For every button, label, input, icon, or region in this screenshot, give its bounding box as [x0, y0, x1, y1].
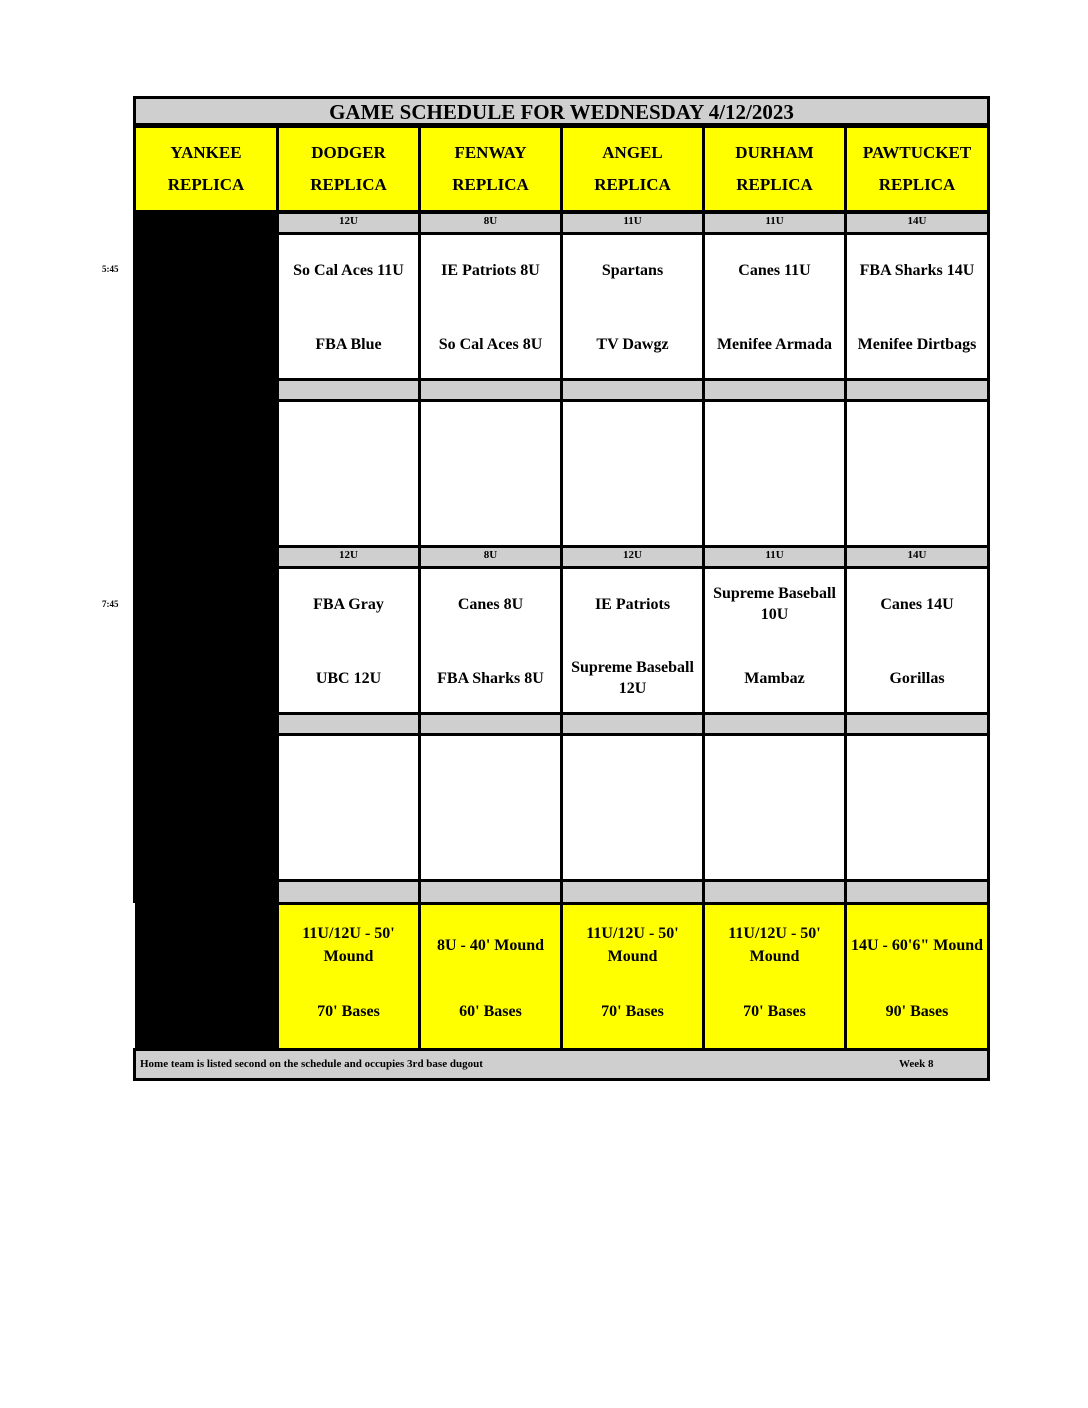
empty-game-cell: [560, 399, 705, 548]
age-label: 11U: [702, 211, 847, 235]
yankee-closed-block: [133, 211, 279, 713]
game-cell: [844, 566, 990, 715]
away-team: IE Patriots: [594, 595, 671, 613]
game-cell: [560, 566, 705, 715]
schedule-footer: [133, 1048, 990, 1081]
away-team: FBA Gray: [313, 595, 384, 613]
age-label: 14U: [844, 211, 990, 235]
field-header-durham: [702, 125, 847, 213]
away-team: Canes 8U: [457, 595, 524, 613]
age-label: 11U: [702, 545, 847, 569]
field-header-angel: [560, 125, 705, 213]
game-cell: [702, 566, 847, 715]
age-label: 12U: [276, 211, 421, 235]
game-cell: [418, 566, 563, 715]
game-cell: [702, 232, 847, 381]
home-team: Mambaz: [744, 669, 805, 687]
age-label: 12U: [276, 545, 421, 569]
home-team: Gorillas: [889, 669, 945, 687]
mound-distance: 11U/12U - 50' Mound: [302, 925, 395, 965]
age-label: 8U: [418, 211, 563, 235]
base-distance: 60' Bases: [459, 1003, 522, 1020]
game-cell: [560, 232, 705, 381]
mound-distance: 11U/12U - 50' Mound: [586, 925, 679, 965]
field-sub: REPLICA: [167, 175, 245, 194]
field-specs: [560, 902, 705, 1051]
schedule-title: GAME SCHEDULE FOR WEDNESDAY 4/12/2023: [133, 96, 990, 126]
field-specs: [844, 902, 990, 1051]
empty-game-cell: [276, 399, 421, 548]
time-label-1: 5:45: [102, 264, 119, 274]
away-team: Canes 11U: [738, 261, 811, 279]
away-team: Spartans: [601, 261, 664, 279]
base-distance: 90' Bases: [885, 1003, 949, 1020]
age-label: 14U: [844, 545, 990, 569]
field-header-pawtucket: [844, 125, 990, 213]
time-label-2: 7:45: [102, 599, 119, 609]
home-team: Supreme Baseball 12U: [571, 659, 694, 697]
game-cell: [276, 232, 421, 381]
field-sub: REPLICA: [878, 175, 956, 194]
field-sub: REPLICA: [452, 175, 529, 194]
empty-game-cell: [702, 733, 847, 882]
home-team: So Cal Aces 8U: [438, 335, 543, 353]
field-sub: REPLICA: [310, 175, 387, 194]
home-team: UBC 12U: [315, 669, 382, 687]
home-team: TV Dawgz: [596, 335, 669, 353]
home-team: Menifee Dirtbags: [857, 335, 977, 353]
game-cell: [276, 566, 421, 715]
away-team: FBA Sharks 14U: [859, 261, 975, 279]
age-label: 11U: [560, 211, 705, 235]
field-specs: [276, 902, 421, 1051]
field-sub: REPLICA: [594, 175, 671, 194]
field-name: YANKEE: [170, 143, 242, 162]
empty-game-cell: [844, 399, 990, 548]
empty-game-cell: [276, 733, 421, 882]
field-name: PAWTUCKET: [862, 143, 972, 162]
field-name: DODGER: [311, 143, 386, 162]
empty-game-cell: [844, 733, 990, 882]
field-header-fenway: [418, 125, 563, 213]
home-team-note: Home team is listed second on the schedule and occupies 3rd base dugout: [140, 1058, 483, 1070]
field-name: FENWAY: [454, 143, 527, 162]
empty-game-cell: [702, 399, 847, 548]
base-distance: 70' Bases: [317, 1003, 380, 1020]
mound-distance: 11U/12U - 50' Mound: [728, 925, 821, 965]
field-name: DURHAM: [735, 143, 814, 162]
game-cell: [418, 232, 563, 381]
empty-game-cell: [560, 733, 705, 882]
mound-distance: 8U - 40' Mound: [436, 936, 545, 954]
mound-distance: 14U - 60'6" Mound: [851, 936, 984, 954]
field-name: ANGEL: [602, 143, 663, 162]
away-team: Supreme Baseball 10U: [713, 585, 836, 623]
empty-game-cell: [418, 399, 563, 548]
home-team: FBA Blue: [315, 335, 382, 353]
home-team: FBA Sharks 8U: [437, 669, 544, 687]
field-specs: [702, 902, 847, 1051]
yankee-closed-block-3: [135, 903, 279, 1050]
week-label: Week 8: [899, 1058, 934, 1070]
field-sub: REPLICA: [736, 175, 813, 194]
home-team: Menifee Armada: [716, 335, 833, 353]
field-header-dodger: [276, 125, 421, 213]
away-team: Canes 14U: [880, 595, 954, 613]
field-header-yankee: [133, 125, 279, 213]
away-team: IE Patriots 8U: [441, 261, 540, 279]
age-label: 8U: [418, 545, 563, 569]
base-distance: 70' Bases: [743, 1003, 806, 1020]
age-label: 12U: [560, 545, 705, 569]
field-specs: [418, 902, 563, 1051]
base-distance: 70' Bases: [601, 1003, 664, 1020]
empty-game-cell: [418, 733, 563, 882]
yankee-closed-block-2: [133, 713, 279, 903]
game-cell: [844, 232, 990, 381]
away-team: So Cal Aces 11U: [293, 261, 404, 279]
